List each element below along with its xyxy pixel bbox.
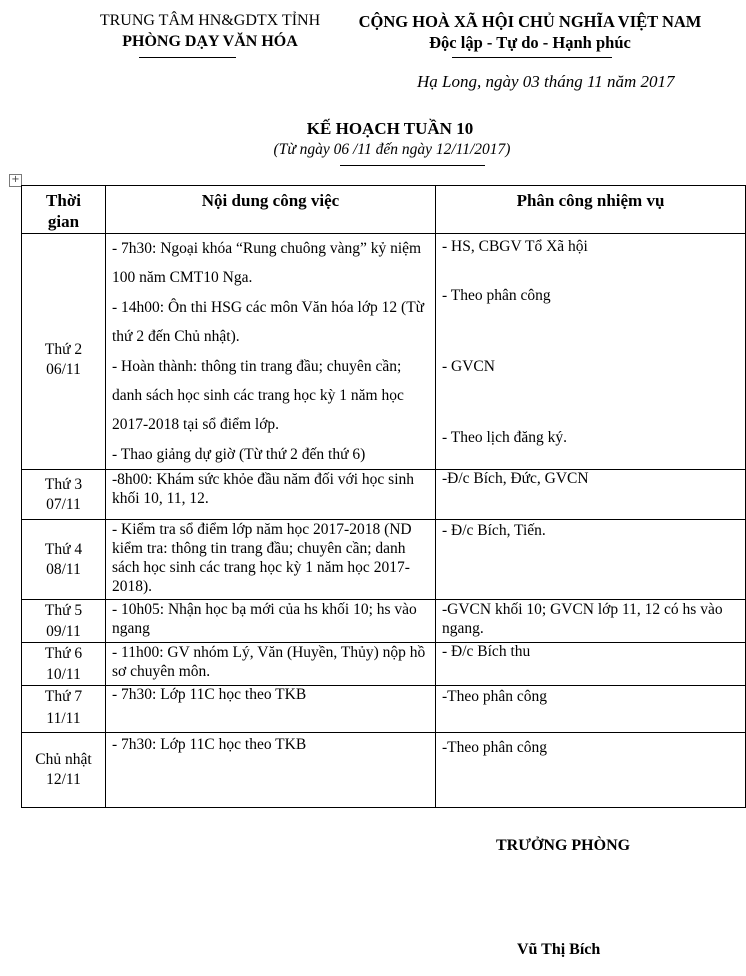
content-item: - 7h30: Lớp 11C học theo TKB: [112, 686, 307, 703]
content-item: - 7h30: Ngoại khóa “Rung chuông vàng” kỷ niệm 100 năm CMT10 Nga.: [112, 240, 422, 286]
title-underline: [340, 165, 485, 166]
content-item: - 10h05: Nhận học bạ mới của hs khối 10; hs vào ngang: [112, 601, 417, 637]
day-label: Thứ 3: [44, 476, 83, 493]
table-row: [22, 686, 746, 733]
day-date: 06/11: [46, 360, 81, 378]
assign-cell: [436, 733, 746, 808]
assign-item: -Theo phân công: [442, 688, 548, 705]
content-item: - Thao giảng dự giờ (Từ thứ 2 đến thứ 6): [112, 446, 366, 463]
assign-cell: [436, 643, 746, 686]
signature-name: Vũ Thị Bích: [517, 941, 601, 958]
day-label: Thứ 2: [44, 340, 83, 358]
content-item: - 7h30: Lớp 11C học theo TKB: [112, 736, 307, 753]
day-date: 08/11: [46, 560, 81, 578]
table-row: [22, 643, 746, 686]
page-title: KẾ HOẠCH TUẦN 10: [306, 119, 474, 138]
nation-line-2: Độc lập - Tự do - Hạnh phúc: [429, 33, 631, 52]
day-label: Thứ 4: [44, 540, 83, 558]
org-underline: [139, 57, 236, 58]
table-row: [22, 470, 746, 520]
table-row: [22, 600, 746, 643]
header-assignment: Phân công nhiệm vụ: [436, 186, 746, 234]
content-item: - Kiểm tra sổ điểm lớp năm học 2017-2018 (ND kiểm tra: thông tin trang đầu; chuyên cần; danh sách học sinh các trang học kỳ 1 năm học 2017-2018).: [112, 521, 412, 595]
content-item: - Hoàn thành: thông tin trang đầu; chuyên cần; danh sách học sinh các trang học kỳ 1 năm học 2017-2018 tại sổ điểm lớp.: [112, 358, 404, 433]
assign-cell: [436, 600, 746, 643]
header-time: Thời gian: [22, 186, 106, 234]
move-handle-icon[interactable]: +: [9, 174, 22, 187]
content-cell: [106, 686, 436, 733]
table-row: [22, 520, 746, 600]
content-cell: [106, 470, 436, 520]
day-label: Thứ 7: [44, 688, 83, 705]
day-label: Thứ 5: [44, 602, 83, 619]
content-item: - 14h00: Ôn thi HSG các môn Văn hóa lớp 12 (Từ thứ 2 đến Chủ nhật).: [112, 299, 425, 345]
assign-item: - Đ/c Bích thu: [442, 643, 531, 660]
day-cell: [22, 470, 106, 520]
content-cell: [106, 234, 436, 470]
assign-item: - HS, CBGV Tổ Xã hội: [442, 238, 588, 255]
table-row: [22, 234, 746, 470]
assign-item: - Đ/c Bích, Tiến.: [442, 522, 546, 539]
org-line-1: TRUNG TÂM HN&GDTX TỈNH: [99, 12, 321, 29]
signature-role: TRƯỞNG PHÒNG: [496, 837, 631, 854]
nation-underline: [452, 57, 612, 58]
assign-item: -Đ/c Bích, Đức, GVCN: [442, 470, 589, 487]
table-row: [22, 733, 746, 808]
assign-cell: [436, 234, 746, 470]
day-date: 12/11: [46, 771, 81, 788]
assign-cell: [436, 470, 746, 520]
weekly-plan-table: [21, 185, 746, 808]
assign-cell: [436, 520, 746, 600]
day-cell: [22, 600, 106, 643]
content-cell: [106, 600, 436, 643]
header-content: Nội dung công việc: [106, 186, 436, 234]
day-cell: [22, 520, 106, 600]
day-date: 10/11: [46, 666, 81, 683]
assign-item: - Theo lịch đăng ký.: [442, 429, 567, 446]
day-date: 07/11: [46, 496, 81, 513]
day-cell: [22, 686, 106, 733]
org-line-2: PHÒNG DẠY VĂN HÓA: [122, 33, 298, 50]
assign-cell: [436, 686, 746, 733]
assign-item: - Theo phân công: [442, 287, 551, 304]
table-header-row: [22, 186, 746, 234]
assign-item: -Theo phân công: [442, 739, 548, 756]
nation-line-1: CỘNG HOÀ XÃ HỘI CHỦ NGHĨA VIỆT NAM: [358, 12, 702, 31]
page-subtitle: (Từ ngày 06 /11 đến ngày 12/11/2017): [273, 141, 511, 158]
day-date: 11/11: [46, 710, 81, 727]
place-date: Hạ Long, ngày 03 tháng 11 năm 2017: [417, 72, 675, 91]
assign-item: - GVCN: [442, 358, 495, 375]
day-label: Thứ 6: [44, 645, 83, 662]
day-label: Chủ nhật: [35, 751, 92, 768]
day-cell: [22, 643, 106, 686]
content-cell: [106, 733, 436, 808]
content-cell: [106, 643, 436, 686]
day-cell: [22, 733, 106, 808]
assign-item: -GVCN khối 10; GVCN lớp 11, 12 có hs vào ngang.: [442, 601, 723, 637]
content-item: - 11h00: GV nhóm Lý, Văn (Huyền, Thủy) nộp hồ sơ chuyên môn.: [112, 644, 426, 680]
content-cell: [106, 520, 436, 600]
content-item: -8h00: Khám sức khỏe đầu năm đối với học sinh khối 10, 11, 12.: [112, 471, 415, 507]
day-date: 09/11: [46, 623, 81, 640]
day-cell: [22, 234, 106, 470]
